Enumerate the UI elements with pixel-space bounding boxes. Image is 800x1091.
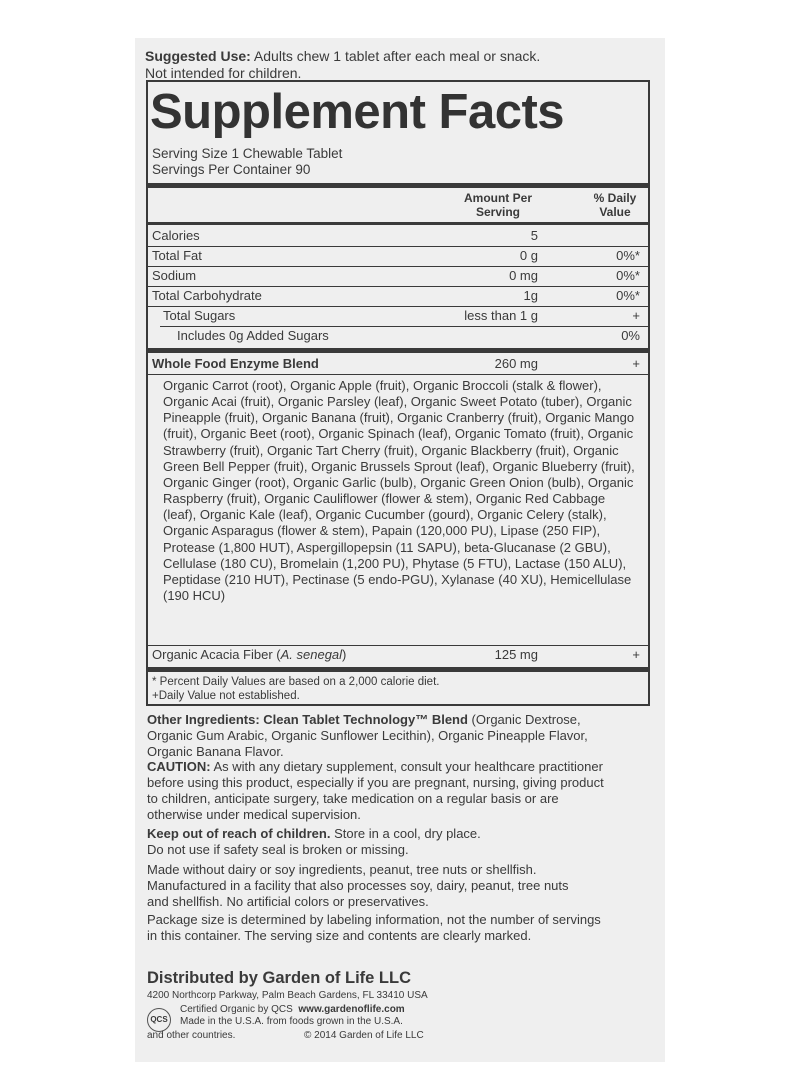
servings-per-container: Servings Per Container 90	[152, 162, 311, 177]
row-label: Calories	[152, 228, 200, 243]
row-divider	[148, 266, 648, 267]
other-ingredients	[147, 712, 662, 760]
thick-divider	[148, 348, 648, 353]
fiber-label-suffix: )	[342, 647, 347, 662]
other-countries: and other countries.	[147, 1030, 236, 1041]
made-in-line: Made in the U.S.A. from foods grown in the U.S.A.	[180, 1016, 403, 1027]
amount-header-line-2: Serving	[475, 205, 520, 219]
supplement-facts-title: Supplement Facts	[150, 85, 565, 139]
keep-out-line-2: Do not use if safety seal is broken or missing.	[147, 842, 409, 857]
row-amount: less than 1 g	[464, 308, 538, 323]
package-line-1: Package size is determined by labeling information, not the number of servings	[147, 912, 601, 927]
blend-amount: 260 mg	[494, 356, 538, 371]
row-dv: 0%*	[616, 248, 640, 263]
thick-divider	[148, 183, 648, 188]
dv-header-line-2: Value	[599, 205, 631, 219]
row-dv: +	[632, 308, 640, 323]
suggested-use	[145, 48, 665, 82]
caution-line-2: before using this product, especially if you are pregnant, nursing, giving product	[147, 775, 604, 790]
blend-ingredients: Organic Carrot (root), Organic Apple (fruit), Organic Broccoli (stalk & flower), Organic Acai (fruit), Organic Parsley (leaf), Organic Sweet Potato (tuber), Organic Pineapple (fruit), Organic Banana (fruit), Organic Cranberry (fruit), Organic Mango (fruit), Organic Beet (root), Organic Spinach (leaf), Organic Tomato (fruit), Organic Strawberry (fruit), Organic Tart Cherry (fruit), Organic Blackberry (fruit), Organic Green Bell Pepper (fruit), Organic Brussels Sprout (leaf), Organic Blueberry (fruit), Organic Ginger (root), Organic Garlic (bulb), Organic Green Onion (bulb), Organic Raspberry (fruit), Organic Cauliflower (flower & stem), Organic Red Cabbage (leaf), Organic Kale (leaf), Organic Cucumber (gourd), Organic Celery (stalk), Organic Asparagus (flower & stem), Papain (120,000 PU), Lipase (250 FIP), Protease (1,800 HUT), Aspergillopepsin (11 SAPU), beta-Glucanase (2 GBU), Cellulase (180 CU), Bromelain (1,200 PU), Phytase (5 FTU), Lactase (150 ALU), Peptidase (210 HUT), Pectinase (5 endo-PGU), Xylanase (40 XU), Hemicellulase (190 HCU)	[163, 378, 635, 604]
other-ingredients-line-3: Organic Banana Flavor.	[147, 744, 284, 759]
row-amount: 0 mg	[509, 268, 538, 283]
allergen-line-1: Made without dairy or soy ingredients, peanut, tree nuts or shellfish.	[147, 862, 537, 877]
certified-line	[180, 1004, 440, 1016]
keep-out-line-1	[147, 826, 662, 842]
fiber-amount: 125 mg	[494, 647, 538, 662]
blend-dv: +	[632, 356, 640, 371]
package-line-2: in this container. The serving size and contents are clearly marked.	[147, 928, 532, 943]
distributor-address: 4200 Northcorp Parkway, Palm Beach Gardens, FL 33410 USA	[147, 990, 428, 1001]
blend-label: Whole Food Enzyme Blend	[152, 356, 319, 371]
caution	[147, 759, 662, 823]
row-divider	[160, 326, 648, 327]
qcs-logo-icon: QCS	[147, 1008, 171, 1032]
serving-size: Serving Size 1 Chewable Tablet	[152, 146, 343, 161]
dv-header-line-1: % Daily	[593, 191, 637, 205]
certification-block	[180, 1004, 440, 1028]
row-label: Total Carbohydrate	[152, 288, 262, 303]
row-amount: 5	[530, 228, 538, 243]
package-statement	[147, 912, 662, 944]
row-divider	[148, 246, 648, 247]
row-amount: 1g	[523, 288, 538, 303]
certified-text: Certified Organic by QCS	[180, 1004, 293, 1015]
footnote-dv-not-established: +Daily Value not established.	[152, 690, 300, 702]
row-label: Total Fat	[152, 248, 202, 263]
caution-text: As with any dietary supplement, consult your healthcare practitioner	[210, 759, 603, 774]
keep-out-of-reach	[147, 826, 662, 858]
thick-divider	[148, 667, 648, 672]
row-dv: 0%*	[616, 268, 640, 283]
allergen-statement	[147, 862, 662, 910]
daily-value-header	[580, 191, 650, 219]
row-divider	[148, 645, 648, 646]
row-dv: 0%	[621, 328, 640, 343]
suggested-use-heading: Suggested Use:	[145, 48, 251, 64]
copyright: © 2014 Garden of Life LLC	[304, 1030, 424, 1041]
amount-header-line-1: Amount Per	[463, 191, 532, 205]
allergen-line-3: and shellfish. No artificial colors or preservatives.	[147, 894, 429, 909]
row-label: Sodium	[152, 268, 197, 283]
fiber-label-prefix: Organic Acacia Fiber (	[152, 647, 281, 662]
amount-per-serving-header	[440, 191, 556, 219]
row-divider	[148, 306, 648, 307]
keep-out-text: Store in a cool, dry place.	[330, 826, 481, 841]
caution-heading: CAUTION:	[147, 759, 211, 774]
header-divider	[148, 222, 648, 225]
distributor-heading: Distributed by Garden of Life LLC	[147, 969, 412, 987]
other-ingredients-line-2: Organic Gum Arabic, Organic Sunflower Lecithin), Organic Pineapple Flavor,	[147, 728, 588, 743]
caution-line-3: to children, anticipate surgery, take medication on a regular basis or are	[147, 791, 559, 806]
caution-line-4: otherwise under medical supervision.	[147, 807, 361, 822]
other-ingredients-heading: Other Ingredients: Clean Tablet Technology™ Blend	[147, 712, 468, 727]
other-ingredients-text: (Organic Dextrose,	[467, 712, 581, 727]
row-divider	[148, 374, 648, 375]
row-amount: 0 g	[519, 248, 538, 263]
fiber-label-italic: A. senegal	[280, 647, 343, 662]
row-divider	[148, 286, 648, 287]
row-dv: 0%*	[616, 288, 640, 303]
footnotes	[152, 675, 439, 703]
fiber-label	[152, 647, 346, 663]
suggested-use-text: Adults chew 1 tablet after each meal or snack.	[250, 48, 541, 64]
suggested-use-line-2: Not intended for children.	[145, 65, 302, 81]
website: www.gardenoflife.com	[298, 1004, 405, 1015]
fiber-dv: +	[632, 647, 640, 662]
other-ingredients-line-1	[147, 712, 662, 728]
suggested-use-line-1	[145, 48, 665, 65]
row-label: Includes 0g Added Sugars	[177, 328, 329, 343]
row-label: Total Sugars	[163, 308, 236, 323]
allergen-line-2: Manufactured in a facility that also processes soy, dairy, peanut, tree nuts	[147, 878, 569, 893]
keep-out-heading: Keep out of reach of children.	[147, 826, 331, 841]
caution-line-1	[147, 759, 662, 775]
footnote-percent-dv: * Percent Daily Values are based on a 2,000 calorie diet.	[152, 676, 440, 688]
